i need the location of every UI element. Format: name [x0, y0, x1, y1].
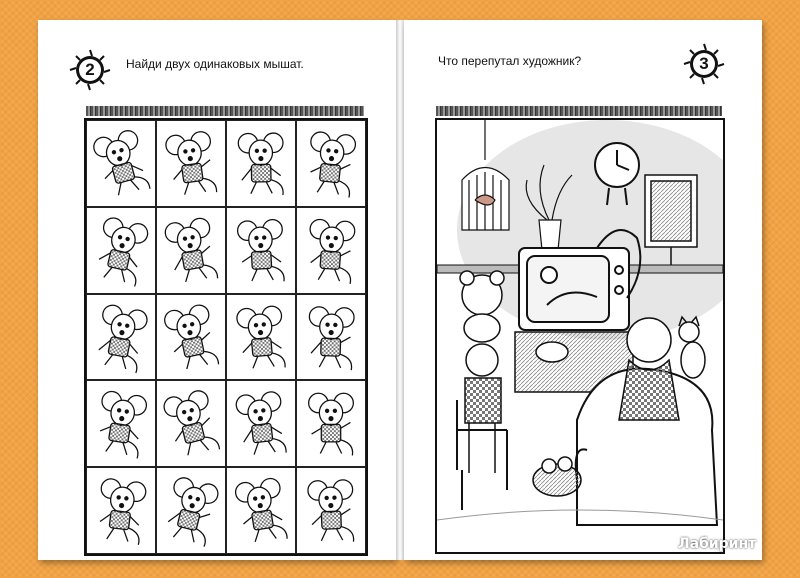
mouse-cell — [296, 380, 366, 467]
mouse-grid — [84, 118, 368, 556]
mouse-icon — [157, 295, 225, 380]
mouse-icon — [297, 468, 365, 553]
left-task-heading: Найди двух одинаковых мышат. — [126, 57, 304, 71]
mouse-cell — [296, 467, 366, 554]
right-task-heading: Что перепутал художник? — [438, 54, 582, 68]
teddy-bear — [460, 271, 504, 342]
mouse-cell — [86, 207, 156, 294]
mouse-cell — [156, 467, 226, 554]
mouse-cell — [156, 294, 226, 381]
mouse-icon — [157, 208, 225, 293]
mouse-cell — [296, 294, 366, 381]
mouse-icon — [227, 121, 295, 206]
mouse-icon — [297, 295, 365, 380]
mouse-icon — [87, 468, 155, 553]
mouse-cell — [156, 207, 226, 294]
mouse-icon — [227, 468, 295, 553]
mouse-icon — [87, 381, 155, 466]
torn-edge-left — [86, 106, 364, 116]
page-number-left: 2 — [85, 60, 95, 79]
mouse-icon — [227, 381, 295, 466]
mouse-cell — [86, 120, 156, 207]
mouse-cell — [86, 380, 156, 467]
mouse-cell — [86, 294, 156, 381]
mouse-cell — [226, 120, 296, 207]
mouse-cell — [86, 467, 156, 554]
bird-cage — [462, 120, 509, 230]
child — [465, 344, 501, 473]
cat — [679, 317, 705, 378]
page-number-badge-right — [682, 42, 726, 86]
mouse-cell — [156, 120, 226, 207]
mouse-cell — [226, 207, 296, 294]
mouse-cell — [296, 120, 366, 207]
torn-edge-right — [436, 106, 722, 116]
page-number-right: 3 — [699, 54, 709, 73]
mouse-icon — [157, 121, 225, 206]
yarn-basket — [533, 457, 581, 496]
mouse-icon — [157, 468, 225, 553]
living-room-scene — [435, 118, 725, 554]
mouse-icon — [87, 208, 155, 293]
watermark: Лабиринт — [678, 536, 757, 552]
mouse-cell — [226, 467, 296, 554]
mouse-icon — [227, 295, 295, 380]
mouse-icon — [227, 208, 295, 293]
mouse-cell — [226, 380, 296, 467]
mouse-cell — [296, 207, 366, 294]
mouse-icon — [297, 381, 365, 466]
book-spine — [396, 20, 404, 560]
mouse-icon — [87, 121, 155, 206]
mouse-icon — [297, 208, 365, 293]
mouse-icon — [157, 381, 225, 466]
mouse-icon — [297, 121, 365, 206]
page-number-badge-left — [68, 48, 112, 92]
mouse-icon — [87, 295, 155, 380]
mouse-cell — [156, 380, 226, 467]
mouse-cell — [226, 294, 296, 381]
scene-illustration — [437, 120, 723, 552]
